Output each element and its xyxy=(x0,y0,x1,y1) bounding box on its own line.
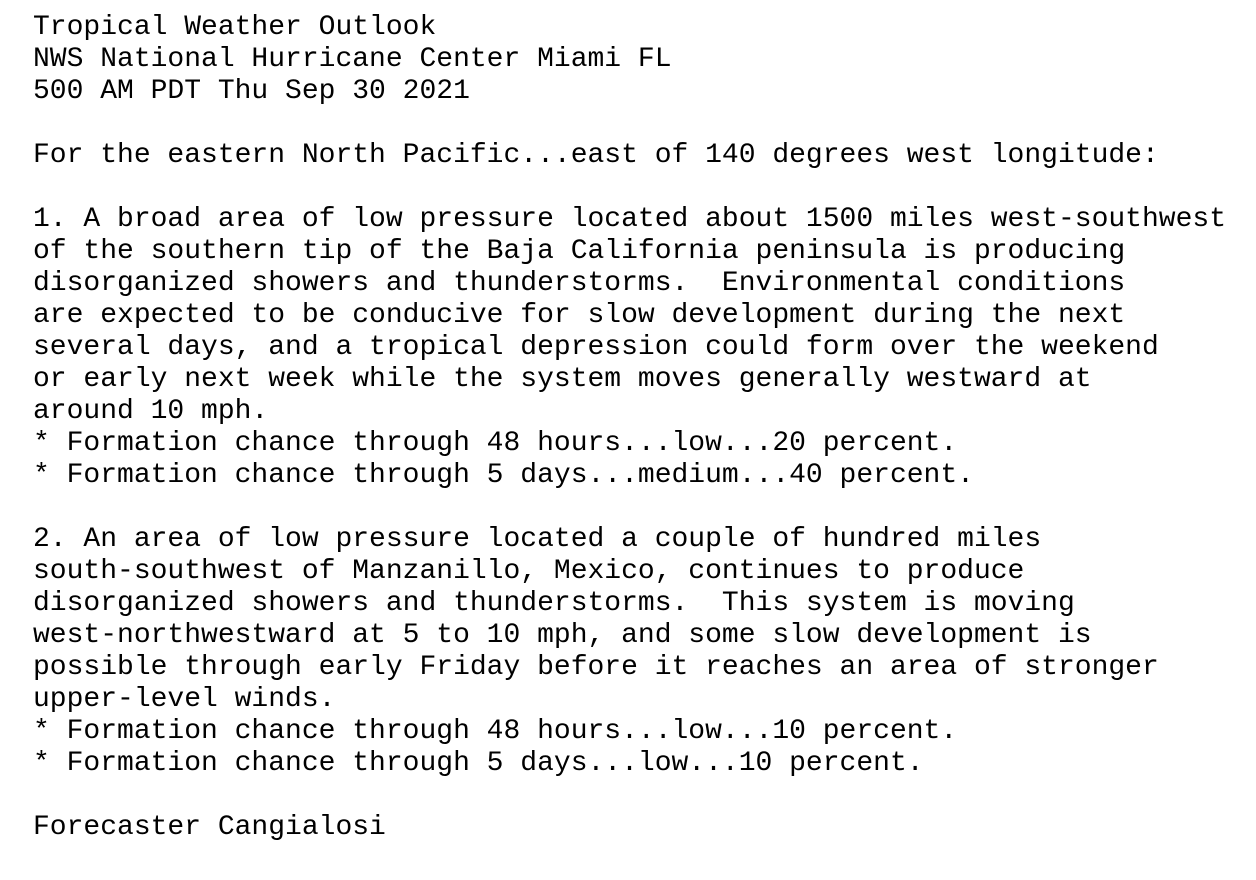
blank-line xyxy=(33,108,1226,140)
issuing-office: NWS National Hurricane Center Miami FL xyxy=(33,44,672,75)
system-2-line: upper-level winds. xyxy=(33,684,336,715)
system-1-line: are expected to be conducive for slow development during the next xyxy=(33,300,1126,331)
issue-time: 500 AM PDT Thu Sep 30 2021 xyxy=(33,76,470,107)
system-2-chance-5d: * Formation chance through 5 days...low...10 percent. xyxy=(33,748,924,779)
system-2-line: 2. An area of low pressure located a couple of hundred miles xyxy=(33,524,1042,555)
system-2-line: possible through early Friday before it reaches an area of stronger xyxy=(33,652,1159,683)
region-heading: For the eastern North Pacific...east of 140 degrees west longitude: xyxy=(33,140,1159,171)
forecaster-signature: Forecaster Cangialosi xyxy=(33,812,386,843)
system-1-chance-48h: * Formation chance through 48 hours...low...20 percent. xyxy=(33,428,958,459)
system-2-line: west-northwestward at 5 to 10 mph, and some slow development is xyxy=(33,620,1092,651)
system-1-line: 1. A broad area of low pressure located about 1500 miles west-southwest xyxy=(33,204,1226,235)
blank-line xyxy=(33,780,1226,812)
system-2-line: disorganized showers and thunderstorms. This system is moving xyxy=(33,588,1075,619)
system-1-line: disorganized showers and thunderstorms. Environmental conditions xyxy=(33,268,1126,299)
system-1-line: several days, and a tropical depression could form over the weekend xyxy=(33,332,1159,363)
system-2-line: south-southwest of Manzanillo, Mexico, continues to produce xyxy=(33,556,1025,587)
system-1-line: of the southern tip of the Baja California peninsula is producing xyxy=(33,236,1126,267)
system-1-line: or early next week while the system moves generally westward at xyxy=(33,364,1092,395)
outlook-title: Tropical Weather Outlook xyxy=(33,12,437,43)
blank-line xyxy=(33,172,1226,204)
outlook-document xyxy=(33,12,1226,844)
system-1-line: around 10 mph. xyxy=(33,396,269,427)
system-2-chance-48h: * Formation chance through 48 hours...low...10 percent. xyxy=(33,716,958,747)
blank-line xyxy=(33,492,1226,524)
system-1-chance-5d: * Formation chance through 5 days...medium...40 percent. xyxy=(33,460,974,491)
